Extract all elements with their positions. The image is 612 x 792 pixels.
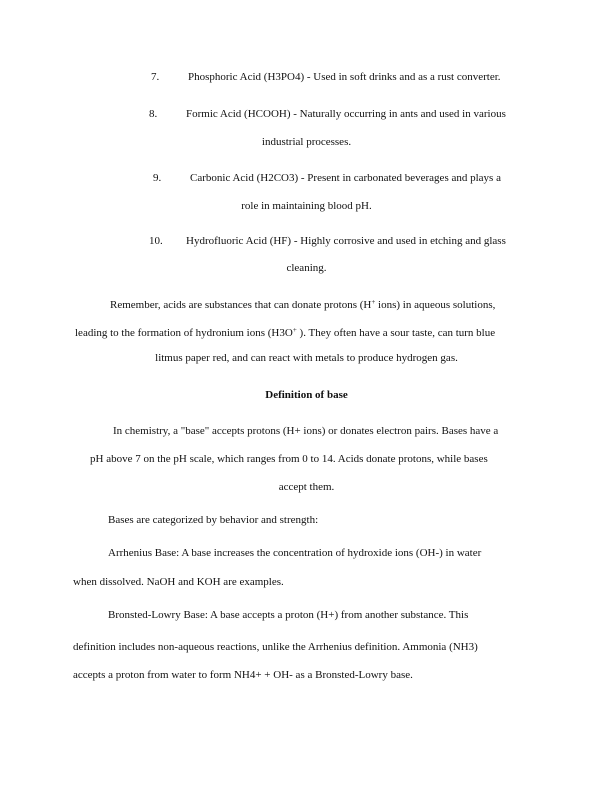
text: ). They often have a sour taste, can turn blue [296,327,496,339]
paragraph-line: In chemistry, a "base" accepts protons (H+ ions) or donates electron pairs. Bases have a [113,425,499,437]
list-number: 7. [151,71,160,83]
list-item-text: Hydrofluoric Acid (HF) - Highly corrosive and used in etching and glass [186,235,506,247]
paragraph-line: accept them. [278,481,335,493]
paragraph-line: litmus paper red, and can react with metals to produce hydrogen gas. [155,352,458,364]
paragraph-line: Bases are categorized by behavior and strength: [108,514,319,526]
list-item-text: Phosphoric Acid (H3PO4) - Used in soft drinks and as a rust converter. [188,71,501,83]
list-item-text: industrial processes. [261,136,352,148]
paragraph-line: definition includes non-aqueous reactions, unlike the Arrhenius definition. Ammonia (NH3) [73,641,478,653]
list-number: 9. [153,172,162,184]
list-number: 8. [149,108,158,120]
paragraph-line: Arrhenius Base: A base increases the concentration of hydroxide ions (OH-) in water [108,547,482,559]
paragraph-line: pH above 7 on the pH scale, which ranges from 0 to 14. Acids donate protons, while bases [90,453,488,465]
list-number: 10. [149,235,163,247]
paragraph-line: when dissolved. NaOH and KOH are examples. [73,576,284,588]
superscript: + [292,326,297,334]
list-item-text: cleaning. [286,262,327,274]
list-item-text: Carbonic Acid (H2CO3) - Present in carbonated beverages and plays a [190,172,501,184]
paragraph-line: accepts a proton from water to form NH4+ + OH- as a Bronsted-Lowry base. [73,669,413,681]
list-item-text: Formic Acid (HCOOH) - Naturally occurring in ants and used in various [186,108,506,120]
superscript: + [371,298,376,306]
paragraph-line [75,323,495,340]
list-item-text: role in maintaining blood pH. [241,200,372,212]
section-heading: Definition of base [265,389,348,401]
paragraph-line [110,295,495,312]
text: leading to the formation of hydronium ions (H3O [75,327,293,339]
text: Remember, acids are substances that can donate protons (H [110,299,372,311]
text: ions) in aqueous solutions, [375,299,496,311]
paragraph-line: Bronsted-Lowry Base: A base accepts a proton (H+) from another substance. This [108,609,469,621]
